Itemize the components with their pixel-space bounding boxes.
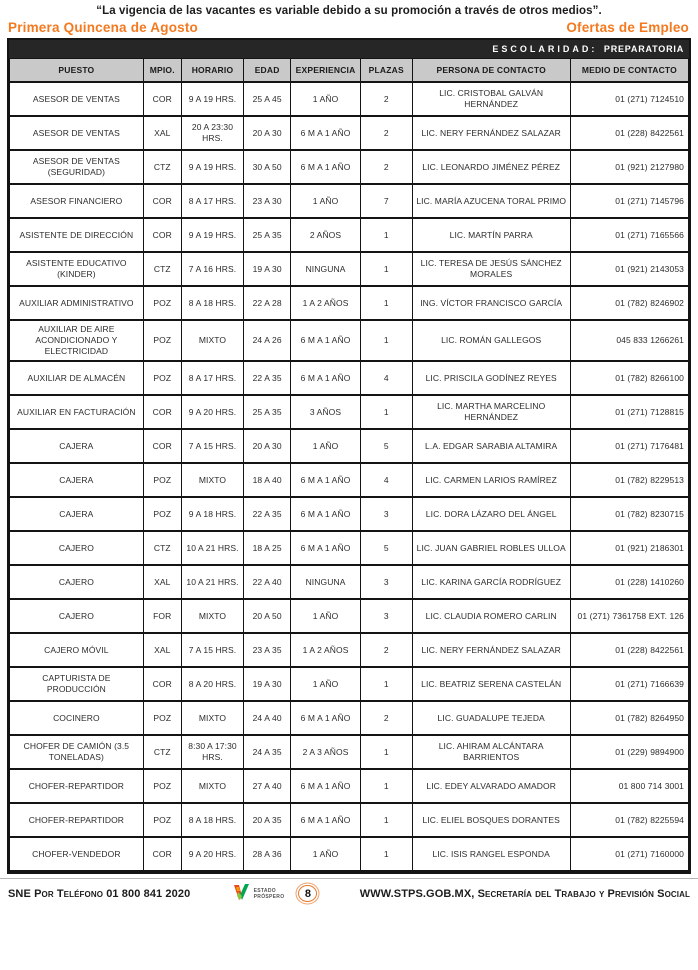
cell-medio: 01 (271) 7145796 — [570, 184, 688, 218]
cell-experiencia: 6 M A 1 AÑO — [291, 769, 361, 803]
cell-puesto: CAJERO — [10, 565, 144, 599]
column-header-horario: HORARIO — [181, 59, 243, 83]
cell-edad: 22 A 40 — [244, 565, 291, 599]
cell-mpio: POZ — [143, 361, 181, 395]
cell-experiencia: NINGUNA — [291, 565, 361, 599]
cell-medio: 01 (271) 7361758 EXT. 126 — [570, 599, 688, 633]
cell-horario: 9 A 19 HRS. — [181, 218, 243, 252]
cell-horario: 7 A 16 HRS. — [181, 252, 243, 286]
column-header-contacto: PERSONA DE CONTACTO — [412, 59, 570, 83]
cell-medio: 01 (229) 9894900 — [570, 735, 688, 769]
table-row — [10, 429, 689, 463]
job-offers-table — [9, 58, 689, 872]
cell-puesto: ASESOR DE VENTAS — [10, 82, 144, 116]
cell-mpio: XAL — [143, 633, 181, 667]
cell-experiencia: 1 AÑO — [291, 82, 361, 116]
cell-experiencia: 2 AÑOS — [291, 218, 361, 252]
table-row — [10, 837, 689, 871]
cell-edad: 25 A 45 — [244, 82, 291, 116]
cell-experiencia: 6 M A 1 AÑO — [291, 361, 361, 395]
cell-medio: 01 (782) 8266100 — [570, 361, 688, 395]
cell-horario: 9 A 19 HRS. — [181, 150, 243, 184]
cell-experiencia: 6 M A 1 AÑO — [291, 497, 361, 531]
cell-mpio: XAL — [143, 116, 181, 150]
cell-contacto: LIC. CARMEN LARIOS RAMÍREZ — [412, 463, 570, 497]
cell-edad: 23 A 30 — [244, 184, 291, 218]
cell-edad: 22 A 35 — [244, 497, 291, 531]
cell-contacto: LIC. ROMÁN GALLEGOS — [412, 320, 570, 361]
cell-puesto: CAJERA — [10, 463, 144, 497]
cell-medio: 01 (921) 2186301 — [570, 531, 688, 565]
cell-contacto: LIC. NERY FERNÁNDEZ SALAZAR — [412, 633, 570, 667]
table-body — [10, 82, 689, 871]
page-number-badge: 8 — [298, 885, 317, 902]
cell-edad: 22 A 28 — [244, 286, 291, 320]
column-header-plazas: PLAZAS — [360, 59, 412, 83]
table-row — [10, 463, 689, 497]
cell-contacto: LIC. BEATRIZ SERENA CASTELÁN — [412, 667, 570, 701]
cell-medio: 01 (271) 7165566 — [570, 218, 688, 252]
footer-website: WWW.STPS.GOB.MX, Secretaría del Trabajo y Previsión Social — [359, 887, 690, 900]
cell-horario: MIXTO — [181, 320, 243, 361]
cell-experiencia: 6 M A 1 AÑO — [291, 116, 361, 150]
cell-plazas: 4 — [360, 463, 412, 497]
cell-plazas: 3 — [360, 599, 412, 633]
cell-contacto: LIC. ISIS RANGEL ESPONDA — [412, 837, 570, 871]
escolaridad-label: ESCOLARIDAD: — [492, 44, 598, 54]
cell-puesto: ASISTENTE EDUCATIVO (KINDER) — [10, 252, 144, 286]
cell-puesto: CAJERO — [10, 599, 144, 633]
cell-mpio: CTZ — [143, 252, 181, 286]
table-row — [10, 701, 689, 735]
table-row — [10, 633, 689, 667]
cell-plazas: 3 — [360, 497, 412, 531]
cell-edad: 30 A 50 — [244, 150, 291, 184]
cell-puesto: CAPTURISTA DE PRODUCCIÓN — [10, 667, 144, 701]
cell-puesto: CHOFER DE CAMIÓN (3.5 TONELADAS) — [10, 735, 144, 769]
cell-medio: 01 (228) 8422561 — [570, 633, 688, 667]
logo-line2: PRÓSPERO — [253, 893, 285, 900]
period-heading: Primera Quincena de Agosto — [8, 20, 198, 35]
cell-edad: 19 A 30 — [244, 252, 291, 286]
cell-horario: 8 A 18 HRS. — [181, 286, 243, 320]
cell-experiencia: 1 AÑO — [291, 599, 361, 633]
table-header-row — [10, 59, 689, 83]
cell-horario: 8:30 A 17:30 HRS. — [181, 735, 243, 769]
cell-mpio: COR — [143, 184, 181, 218]
cell-experiencia: 6 M A 1 AÑO — [291, 320, 361, 361]
cell-medio: 01 (921) 2143053 — [570, 252, 688, 286]
table-row — [10, 218, 689, 252]
cell-plazas: 2 — [360, 116, 412, 150]
cell-horario: 8 A 20 HRS. — [181, 667, 243, 701]
cell-mpio: COR — [143, 837, 181, 871]
cell-puesto: CAJERO MÓVIL — [10, 633, 144, 667]
table-row — [10, 150, 689, 184]
cell-experiencia: 1 AÑO — [291, 429, 361, 463]
cell-plazas: 2 — [360, 701, 412, 735]
subheader — [0, 17, 698, 38]
cell-puesto: CAJERA — [10, 429, 144, 463]
cell-contacto: LIC. KARINA GARCÍA RODRÍGUEZ — [412, 565, 570, 599]
page-title: Ofertas de Empleo — [566, 20, 689, 35]
cell-edad: 25 A 35 — [244, 395, 291, 429]
table-row — [10, 184, 689, 218]
column-header-mpio: MPIO. — [143, 59, 181, 83]
vacancy-validity-quote: “La vigencia de las vacantes es variable debido a su promoción a través de otros medios”. — [96, 5, 602, 17]
cell-medio: 01 (271) 7124510 — [570, 82, 688, 116]
cell-experiencia: 1 A 2 AÑOS — [291, 633, 361, 667]
cell-edad: 24 A 26 — [244, 320, 291, 361]
cell-experiencia: NINGUNA — [291, 252, 361, 286]
table-row — [10, 565, 689, 599]
cell-plazas: 1 — [360, 252, 412, 286]
cell-contacto: L.A. EDGAR SARABIA ALTAMIRA — [412, 429, 570, 463]
cell-contacto: LIC. MARÍA AZUCENA TORAL PRIMO — [412, 184, 570, 218]
cell-plazas: 1 — [360, 320, 412, 361]
cell-mpio: COR — [143, 667, 181, 701]
cell-medio: 01 (782) 8264950 — [570, 701, 688, 735]
cell-horario: MIXTO — [181, 769, 243, 803]
cell-experiencia: 3 AÑOS — [291, 395, 361, 429]
cell-contacto: LIC. GUADALUPE TEJEDA — [412, 701, 570, 735]
cell-contacto: LIC. TERESA DE JESÚS SÁNCHEZ MORALES — [412, 252, 570, 286]
cell-horario: MIXTO — [181, 701, 243, 735]
cell-medio: 045 833 1266261 — [570, 320, 688, 361]
cell-puesto: CAJERO — [10, 531, 144, 565]
table-row — [10, 361, 689, 395]
cell-edad: 23 A 35 — [244, 633, 291, 667]
cell-horario: MIXTO — [181, 463, 243, 497]
cell-experiencia: 1 AÑO — [291, 184, 361, 218]
cell-experiencia: 6 M A 1 AÑO — [291, 701, 361, 735]
cell-plazas: 1 — [360, 837, 412, 871]
cell-experiencia: 6 M A 1 AÑO — [291, 150, 361, 184]
cell-plazas: 1 — [360, 395, 412, 429]
cell-edad: 20 A 30 — [244, 116, 291, 150]
cell-mpio: FOR — [143, 599, 181, 633]
cell-horario: 10 A 21 HRS. — [181, 565, 243, 599]
cell-puesto: AUXILIAR EN FACTURACIÓN — [10, 395, 144, 429]
cell-horario: 9 A 20 HRS. — [181, 837, 243, 871]
cell-contacto: LIC. AHIRAM ALCÁNTARA BARRIENTOS — [412, 735, 570, 769]
cell-edad: 28 A 36 — [244, 837, 291, 871]
cell-horario: 9 A 20 HRS. — [181, 395, 243, 429]
cell-medio: 01 (271) 7166639 — [570, 667, 688, 701]
column-header-puesto: PUESTO — [10, 59, 144, 83]
cell-edad: 24 A 35 — [244, 735, 291, 769]
cell-horario: 9 A 18 HRS. — [181, 497, 243, 531]
cell-plazas: 1 — [360, 218, 412, 252]
cell-medio: 01 (782) 8246902 — [570, 286, 688, 320]
cell-horario: MIXTO — [181, 599, 243, 633]
cell-horario: 7 A 15 HRS. — [181, 633, 243, 667]
cell-puesto: AUXILIAR ADMINISTRATIVO — [10, 286, 144, 320]
cell-edad: 18 A 40 — [244, 463, 291, 497]
table-row — [10, 395, 689, 429]
cell-edad: 25 A 35 — [244, 218, 291, 252]
estado-prospero-logo-icon — [233, 884, 250, 903]
cell-mpio: COR — [143, 82, 181, 116]
escolaridad-value: PREPARATORIA — [603, 44, 684, 54]
cell-contacto: LIC. DORA LÁZARO DEL ÁNGEL — [412, 497, 570, 531]
cell-experiencia: 6 M A 1 AÑO — [291, 531, 361, 565]
table-row — [10, 82, 689, 116]
cell-puesto: CAJERA — [10, 497, 144, 531]
cell-plazas: 5 — [360, 531, 412, 565]
column-header-edad: EDAD — [244, 59, 291, 83]
cell-medio: 01 (228) 8422561 — [570, 116, 688, 150]
cell-edad: 20 A 30 — [244, 429, 291, 463]
cell-contacto: ING. VÍCTOR FRANCISCO GARCÍA — [412, 286, 570, 320]
cell-plazas: 1 — [360, 735, 412, 769]
cell-medio: 01 (271) 7160000 — [570, 837, 688, 871]
column-header-medio: MEDIO DE CONTACTO — [570, 59, 688, 83]
cell-horario: 7 A 15 HRS. — [181, 429, 243, 463]
cell-medio: 01 (271) 7128815 — [570, 395, 688, 429]
cell-experiencia: 2 A 3 AÑOS — [291, 735, 361, 769]
cell-plazas: 1 — [360, 667, 412, 701]
table-row — [10, 803, 689, 837]
cell-edad: 24 A 40 — [244, 701, 291, 735]
table-row — [10, 116, 689, 150]
cell-horario: 9 A 19 HRS. — [181, 82, 243, 116]
cell-puesto: CHOFER-REPARTIDOR — [10, 803, 144, 837]
cell-puesto: ASESOR DE VENTAS (SEGURIDAD) — [10, 150, 144, 184]
cell-horario: 8 A 18 HRS. — [181, 803, 243, 837]
cell-contacto: LIC. LEONARDO JIMÉNEZ PÉREZ — [412, 150, 570, 184]
table-row — [10, 252, 689, 286]
cell-horario: 8 A 17 HRS. — [181, 184, 243, 218]
cell-plazas: 3 — [360, 565, 412, 599]
cell-plazas: 7 — [360, 184, 412, 218]
cell-mpio: POZ — [143, 463, 181, 497]
cell-plazas: 4 — [360, 361, 412, 395]
cell-medio: 01 (782) 8230715 — [570, 497, 688, 531]
cell-edad: 19 A 30 — [244, 667, 291, 701]
cell-mpio: CTZ — [143, 531, 181, 565]
table-row — [10, 286, 689, 320]
cell-edad: 20 A 35 — [244, 803, 291, 837]
cell-contacto: LIC. PRISCILA GODÍNEZ REYES — [412, 361, 570, 395]
cell-mpio: POZ — [143, 803, 181, 837]
footer — [0, 879, 698, 903]
footer-phone: SNE Por Teléfono 01 800 841 2020 — [8, 887, 191, 900]
cell-plazas: 5 — [360, 429, 412, 463]
table-row — [10, 497, 689, 531]
job-offers-table-container — [7, 38, 691, 874]
cell-experiencia: 1 AÑO — [291, 837, 361, 871]
cell-mpio: COR — [143, 395, 181, 429]
table-row — [10, 599, 689, 633]
cell-edad: 20 A 50 — [244, 599, 291, 633]
table-row — [10, 320, 689, 361]
cell-contacto: LIC. CRISTOBAL GALVÁN HERNÁNDEZ — [412, 82, 570, 116]
cell-contacto: LIC. MARTÍN PARRA — [412, 218, 570, 252]
cell-mpio: POZ — [143, 769, 181, 803]
cell-experiencia: 1 A 2 AÑOS — [291, 286, 361, 320]
cell-plazas: 1 — [360, 769, 412, 803]
cell-edad: 18 A 25 — [244, 531, 291, 565]
cell-mpio: POZ — [143, 286, 181, 320]
table-row — [10, 769, 689, 803]
cell-contacto: LIC. CLAUDIA ROMERO CARLIN — [412, 599, 570, 633]
cell-puesto: AUXILIAR DE AIRE ACONDICIONADO Y ELECTRICIDAD — [10, 320, 144, 361]
column-header-experiencia: EXPERIENCIA — [291, 59, 361, 83]
cell-plazas: 2 — [360, 82, 412, 116]
cell-puesto: ASISTENTE DE DIRECCIÓN — [10, 218, 144, 252]
cell-experiencia: 6 M A 1 AÑO — [291, 463, 361, 497]
cell-experiencia: 1 AÑO — [291, 667, 361, 701]
cell-puesto: CHOFER-VENDEDOR — [10, 837, 144, 871]
cell-contacto: LIC. JUAN GABRIEL ROBLES ULLOA — [412, 531, 570, 565]
escolaridad-bar — [9, 40, 689, 58]
cell-mpio: POZ — [143, 497, 181, 531]
cell-mpio: COR — [143, 218, 181, 252]
cell-medio: 01 (782) 8225594 — [570, 803, 688, 837]
cell-mpio: XAL — [143, 565, 181, 599]
cell-medio: 01 (271) 7176481 — [570, 429, 688, 463]
cell-edad: 27 A 40 — [244, 769, 291, 803]
cell-contacto: LIC. NERY FERNÁNDEZ SALAZAR — [412, 116, 570, 150]
cell-medio: 01 800 714 3001 — [570, 769, 688, 803]
cell-plazas: 1 — [360, 803, 412, 837]
cell-mpio: COR — [143, 429, 181, 463]
cell-plazas: 2 — [360, 633, 412, 667]
cell-medio: 01 (921) 2127980 — [570, 150, 688, 184]
cell-mpio: POZ — [143, 701, 181, 735]
cell-plazas: 2 — [360, 150, 412, 184]
cell-medio: 01 (782) 8229513 — [570, 463, 688, 497]
logo-line1: ESTADO — [253, 887, 276, 894]
cell-puesto: COCINERO — [10, 701, 144, 735]
cell-mpio: CTZ — [143, 150, 181, 184]
table-row — [10, 667, 689, 701]
cell-contacto: LIC. ELIEL BOSQUES DORANTES — [412, 803, 570, 837]
cell-puesto: AUXILIAR DE ALMACÉN — [10, 361, 144, 395]
cell-horario: 20 A 23:30 HRS. — [181, 116, 243, 150]
cell-mpio: CTZ — [143, 735, 181, 769]
table-row — [10, 531, 689, 565]
cell-mpio: POZ — [143, 320, 181, 361]
cell-plazas: 1 — [360, 286, 412, 320]
footer-logo-group — [233, 884, 318, 903]
estado-prospero-logo-text — [254, 888, 285, 900]
table-row — [10, 735, 689, 769]
cell-medio: 01 (228) 1410260 — [570, 565, 688, 599]
cell-experiencia: 6 M A 1 AÑO — [291, 803, 361, 837]
cell-puesto: ASESOR DE VENTAS — [10, 116, 144, 150]
cell-horario: 8 A 17 HRS. — [181, 361, 243, 395]
cell-puesto: CHOFER-REPARTIDOR — [10, 769, 144, 803]
cell-edad: 22 A 35 — [244, 361, 291, 395]
cell-contacto: LIC. MARTHA MARCELINO HERNÁNDEZ — [412, 395, 570, 429]
cell-contacto: LIC. EDEY ALVARADO AMADOR — [412, 769, 570, 803]
cell-horario: 10 A 21 HRS. — [181, 531, 243, 565]
cell-puesto: ASESOR FINANCIERO — [10, 184, 144, 218]
